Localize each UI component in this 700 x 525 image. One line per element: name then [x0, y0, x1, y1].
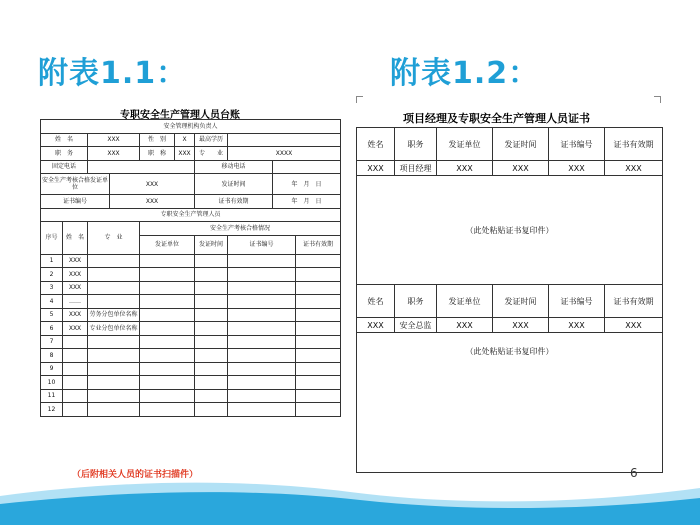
t1-row-name	[63, 403, 88, 417]
t2-head-cell-0: 姓名	[357, 128, 395, 161]
table-row	[41, 349, 341, 363]
t1-row-valid	[296, 322, 341, 336]
t1-head-major: 专 业	[88, 222, 140, 255]
t2-head-cell-1: 职务	[395, 285, 437, 318]
t2-row-a-cell-3: XXX	[493, 161, 549, 176]
t2-head-cell-0: 姓名	[357, 285, 395, 318]
table-row	[41, 308, 341, 322]
t1-row-valid	[296, 281, 341, 295]
t2-row-a-cell-4: XXX	[549, 161, 605, 176]
t1-r5c2: XXX	[110, 195, 195, 209]
t1-r2c4: XXX	[175, 147, 195, 161]
t1-row-seq: 2	[41, 268, 63, 282]
t1-row-number	[228, 349, 296, 363]
t1-row-major: 专业分包单位名称	[88, 322, 140, 336]
t2-head-cell-2: 发证单位	[437, 128, 493, 161]
t2-head-cell-2: 发证单位	[437, 285, 493, 318]
t2-head-cell-3: 发证时间	[493, 128, 549, 161]
t1-row-date	[195, 295, 228, 309]
t1-r2c1: 职 务	[41, 147, 88, 161]
t2-row-b-cell-3: XXX	[493, 318, 549, 333]
t1-r2c2: XXX	[88, 147, 140, 161]
t1-head-sub-number: 证书编号	[228, 235, 296, 254]
t1-r4c4: 年 月 日	[273, 174, 341, 195]
t1-r1c4: X	[175, 133, 195, 147]
t1-row-date	[195, 403, 228, 417]
t2-row-b	[357, 318, 663, 333]
t1-r2c3: 职 称	[140, 147, 175, 161]
t1-row-issuer	[140, 322, 195, 336]
t1-section-a: 安全管理机构负责人	[41, 120, 341, 134]
t1-row-seq: 12	[41, 403, 63, 417]
t2-head-cell-3: 发证时间	[493, 285, 549, 318]
page-number: 6	[630, 466, 638, 480]
t1-row-issuer	[140, 362, 195, 376]
t2-row-b-cell-5: XXX	[605, 318, 663, 333]
t1-r5c4: 年 月 日	[273, 195, 341, 209]
t1-row-name: ……	[63, 295, 88, 309]
t1-r2c5: 专 业	[195, 147, 228, 161]
left-header: 附表1.1：	[38, 56, 188, 91]
t1-row-date	[195, 389, 228, 403]
t1-row-number	[228, 403, 296, 417]
t1-r1c2: XXX	[88, 133, 140, 147]
t1-row-seq: 11	[41, 389, 63, 403]
t1-head-group: 安全生产考核合格情况	[140, 222, 341, 236]
t1-r3c2	[88, 160, 195, 174]
t1-row-name	[63, 389, 88, 403]
table-row	[41, 295, 341, 309]
t1-row-major	[88, 362, 140, 376]
t1-row-issuer	[140, 295, 195, 309]
t1-row-issuer	[140, 335, 195, 349]
t1-row-valid	[296, 254, 341, 268]
t1-row-valid	[296, 268, 341, 282]
t2-row-a-cell-5: XXX	[605, 161, 663, 176]
t1-section-b: 专职安全生产管理人员	[41, 208, 341, 222]
t1-table	[40, 119, 341, 417]
t2-row-a	[357, 161, 663, 176]
t1-row-name: XXX	[63, 308, 88, 322]
t1-row-major	[88, 335, 140, 349]
t1-r2c6: XXXX	[228, 147, 341, 161]
t1-row-major	[88, 254, 140, 268]
table-row	[41, 389, 341, 403]
t2-row-b-cell-1: 安全总监	[395, 318, 437, 333]
t1-r1c6	[228, 133, 341, 147]
t1-head-sub-valid: 证书有效期	[296, 235, 341, 254]
t1-r3c1: 固定电话	[41, 160, 88, 174]
t1-row-number	[228, 362, 296, 376]
t1-row-number	[228, 322, 296, 336]
t1-row-name: XXX	[63, 268, 88, 282]
t1-row-seq: 4	[41, 295, 63, 309]
t1-r5c3: 证书有效期	[195, 195, 273, 209]
t1-row-major	[88, 376, 140, 390]
t1-row-date	[195, 322, 228, 336]
t2-head-cell-1: 职务	[395, 128, 437, 161]
t1-head-name: 姓 名	[63, 222, 88, 255]
t1-row-date	[195, 254, 228, 268]
t1-r4c1: 安全生产考核合格发证单位	[41, 174, 110, 195]
t2-row-a-cell-1: 项目经理	[395, 161, 437, 176]
t2-title: 项目经理及专职安全生产管理人员证书	[403, 112, 590, 125]
t1-row-number	[228, 376, 296, 390]
t1-row-valid	[296, 308, 341, 322]
t1-row-valid	[296, 389, 341, 403]
t1-row-issuer	[140, 281, 195, 295]
t1-row-major	[88, 389, 140, 403]
t1-row-seq: 6	[41, 322, 63, 336]
t1-row-number	[228, 308, 296, 322]
t1-row-issuer	[140, 268, 195, 282]
t1-row-date	[195, 362, 228, 376]
t1-row-date	[195, 335, 228, 349]
t1-row-major: 劳务分包单位名称	[88, 308, 140, 322]
t1-row-valid	[296, 403, 341, 417]
t1-row-number	[228, 389, 296, 403]
t1-row-valid	[296, 335, 341, 349]
footer-wave	[0, 470, 700, 525]
t1-row-seq: 1	[41, 254, 63, 268]
t1-row-name	[63, 362, 88, 376]
t1-row-valid	[296, 362, 341, 376]
t1-row-issuer	[140, 349, 195, 363]
t1-row-major	[88, 281, 140, 295]
t1-row-date	[195, 349, 228, 363]
t1-row-major	[88, 295, 140, 309]
t1-row-major	[88, 268, 140, 282]
t1-row-seq: 5	[41, 308, 63, 322]
table-row	[41, 281, 341, 295]
t2-row-b-cell-4: XXX	[549, 318, 605, 333]
t1-row-date	[195, 281, 228, 295]
t1-row-major	[88, 403, 140, 417]
t1-row-issuer	[140, 403, 195, 417]
t2-head-cell-4: 证书编号	[549, 285, 605, 318]
t2-row-b-cell-0: XXX	[357, 318, 395, 333]
t1-row-issuer	[140, 389, 195, 403]
t1-r1c1: 姓 名	[41, 133, 88, 147]
t1-row-number	[228, 268, 296, 282]
t2-placeholder-a: （此处粘贴证书复印件）	[357, 176, 663, 285]
t1-row-date	[195, 376, 228, 390]
t1-row-name: XXX	[63, 281, 88, 295]
t1-row-number	[228, 335, 296, 349]
right-header: 附表1.2：	[390, 56, 540, 91]
t2-corner-tr	[654, 96, 661, 103]
table-row	[41, 254, 341, 268]
t2-row-b-cell-2: XXX	[437, 318, 493, 333]
t1-r1c5: 最高学历	[195, 133, 228, 147]
t1-row-number	[228, 281, 296, 295]
t2-row-a-cell-2: XXX	[437, 161, 493, 176]
t2-head-a	[357, 128, 663, 161]
t1-row-date	[195, 268, 228, 282]
t2-head-cell-4: 证书编号	[549, 128, 605, 161]
t1-row-issuer	[140, 254, 195, 268]
t1-r3c4	[273, 160, 341, 174]
t1-r5c1: 证书编号	[41, 195, 110, 209]
table-row	[41, 362, 341, 376]
t1-title: 专职安全生产管理人员台账	[120, 110, 240, 121]
t2-placeholder-b: （此处粘贴证书复印件）	[357, 333, 663, 473]
t1-r4c3: 发证时间	[195, 174, 273, 195]
t1-row-name: XXX	[63, 322, 88, 336]
t1-head-sub-date: 发证时间	[195, 235, 228, 254]
table-row	[41, 335, 341, 349]
table-row	[41, 376, 341, 390]
table-row	[41, 403, 341, 417]
t1-row-name	[63, 376, 88, 390]
t1-row-number	[228, 295, 296, 309]
t1-head-sub-issuer: 发证单位	[140, 235, 195, 254]
t1-r1c3: 性 别	[140, 133, 175, 147]
t2-head-cell-5: 证书有效期	[605, 285, 663, 318]
t1-r3c3: 移动电话	[195, 160, 273, 174]
t2-corner-tl	[356, 96, 363, 103]
t1-r4c2: XXX	[110, 174, 195, 195]
t1-row-issuer	[140, 376, 195, 390]
t2-row-a-cell-0: XXX	[357, 161, 395, 176]
t1-row-name	[63, 335, 88, 349]
table-row	[41, 322, 341, 336]
t1-row-seq: 8	[41, 349, 63, 363]
t1-head-seq: 序号	[41, 222, 63, 255]
t1-note: （后附相关人员的证书扫描件）	[72, 470, 199, 480]
t2-head-b	[357, 285, 663, 318]
t1-row-seq: 9	[41, 362, 63, 376]
t2-table	[356, 127, 663, 473]
t1-row-seq: 3	[41, 281, 63, 295]
t1-row-date	[195, 308, 228, 322]
t1-row-seq: 7	[41, 335, 63, 349]
t1-row-name	[63, 349, 88, 363]
t1-row-number	[228, 254, 296, 268]
t1-row-valid	[296, 349, 341, 363]
t1-row-issuer	[140, 308, 195, 322]
t1-row-name: XXX	[63, 254, 88, 268]
t1-row-valid	[296, 376, 341, 390]
t1-row-seq: 10	[41, 376, 63, 390]
t2-head-cell-5: 证书有效期	[605, 128, 663, 161]
t1-row-major	[88, 349, 140, 363]
table-row	[41, 268, 341, 282]
t1-row-valid	[296, 295, 341, 309]
